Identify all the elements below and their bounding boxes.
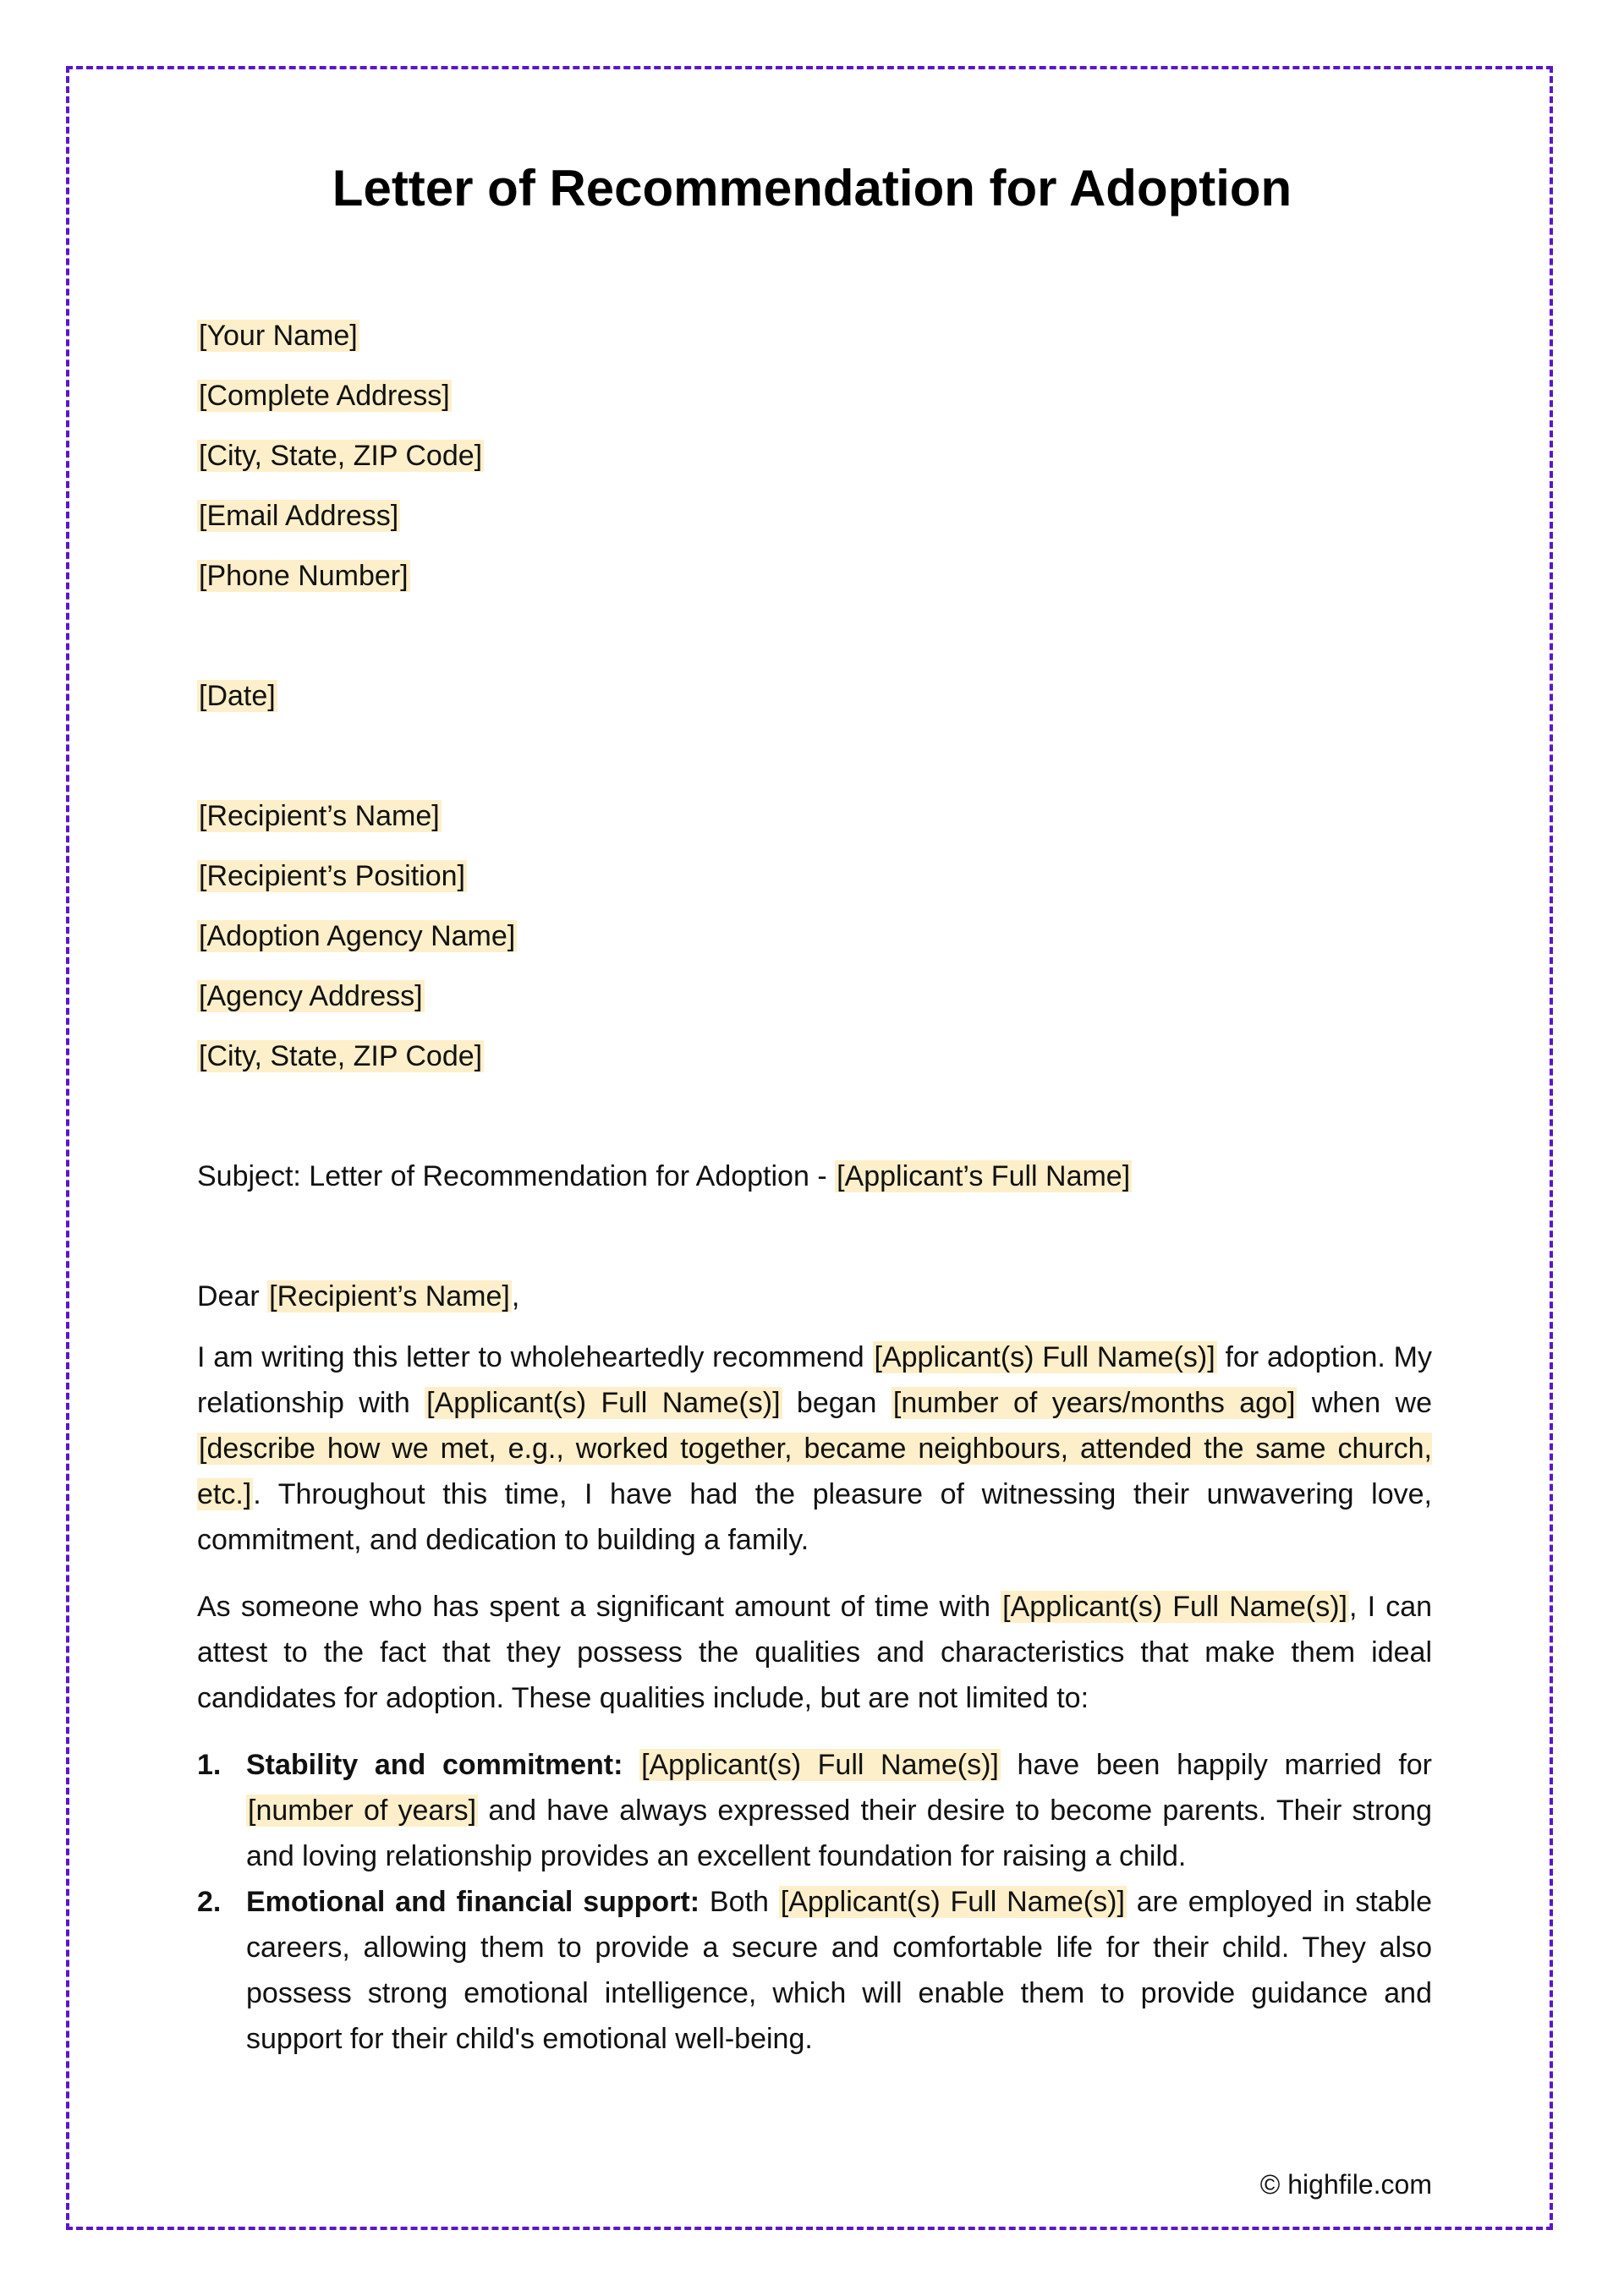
- duration-placeholder: [number of years/months ago]: [892, 1387, 1296, 1419]
- agency-address: [Agency Address]: [199, 980, 423, 1012]
- copyright-credit: © highfile.com: [1259, 2169, 1432, 2200]
- spacer: [197, 613, 1432, 673]
- recipient-position: [Recipient’s Position]: [199, 860, 465, 892]
- subject-applicant: [Applicant’s Full Name]: [837, 1160, 1131, 1192]
- spacer: [197, 1093, 1432, 1153]
- sender-email: [Email Address]: [199, 500, 399, 532]
- list-item-heading: Emotional and financial support:: [246, 1886, 700, 1918]
- page-title: Letter of Recommendation for Adoption: [332, 160, 1292, 216]
- list-text: [623, 1749, 639, 1781]
- sender-block: [197, 313, 1432, 613]
- applicant-placeholder: [Applicant(s) Full Name(s)]: [641, 1749, 999, 1781]
- salutation-prefix: Dear: [197, 1280, 268, 1312]
- recipient-position-line: [197, 853, 1432, 913]
- sender-email-line: [197, 493, 1432, 553]
- spacer: [197, 733, 1432, 793]
- sender-address-line: [197, 373, 1432, 433]
- para-text: began: [782, 1387, 892, 1419]
- applicant-placeholder: [Applicant(s) Full Name(s)]: [780, 1886, 1125, 1918]
- applicant-placeholder: [Applicant(s) Full Name(s)]: [1002, 1591, 1347, 1623]
- agency-name: [Adoption Agency Name]: [199, 920, 516, 952]
- agency-name-line: [197, 913, 1432, 973]
- recipient-name: [Recipient’s Name]: [199, 800, 440, 832]
- subject-line: [197, 1153, 1432, 1214]
- paragraph-qualities-intro: [197, 1584, 1432, 1721]
- list-item-heading: Stability and commitment:: [246, 1749, 623, 1781]
- paragraph-intro: [197, 1334, 1432, 1563]
- qualities-list: [197, 1742, 1432, 2062]
- how-we-met-placeholder: [describe how we met, e.g., worked together, became neighbours, attended the same church, etc.]: [197, 1433, 1432, 1510]
- subject-label: Subject: Letter of Recommendation for Adoption -: [197, 1160, 836, 1192]
- list-text: and have always expressed their desire to become parents. Their strong and loving relationship provides an excellent foundation for raising a child.: [246, 1795, 1432, 1872]
- list-number: 2.: [197, 1886, 222, 1918]
- spacer: [197, 1214, 1432, 1274]
- date-line: [197, 673, 1432, 733]
- sender-address: [Complete Address]: [199, 380, 450, 412]
- salutation-suffix: ,: [511, 1280, 520, 1312]
- list-item: [197, 1879, 1432, 2062]
- sender-city-line: [197, 433, 1432, 493]
- recipient-name-line: [197, 793, 1432, 853]
- sender-name: [Your Name]: [199, 320, 358, 352]
- letter-date: [Date]: [199, 680, 276, 712]
- agency-city-state-zip: [City, State, ZIP Code]: [199, 1040, 483, 1072]
- sender-phone-line: [197, 553, 1432, 613]
- applicant-placeholder: [Applicant(s) Full Name(s)]: [874, 1341, 1215, 1373]
- recipient-block: [197, 793, 1432, 1093]
- para-text: . Throughout this time, I have had the pleasure of witnessing their unwavering love, commitment, and dedication to building a family.: [197, 1478, 1432, 1556]
- sender-phone: [Phone Number]: [199, 560, 409, 592]
- sender-name-line: [197, 313, 1432, 373]
- salutation-recipient: [Recipient’s Name]: [269, 1280, 510, 1312]
- list-text: Both: [700, 1886, 779, 1918]
- para-text: I am writing this letter to wholeheartedly recommend: [197, 1341, 873, 1373]
- list-item: [197, 1742, 1432, 1879]
- para-text: , I can attest to the fact that they possess the qualities and characteristics that make them ideal candidates for adoption. These qualities include, but are not limited to:: [197, 1591, 1433, 1714]
- agency-address-line: [197, 973, 1432, 1033]
- agency-city-line: [197, 1033, 1432, 1093]
- list-text: have been happily married for: [1000, 1749, 1433, 1781]
- list-text: are employed in stable careers, allowing them to provide a secure and comfortable life for their child. They also possess strong emotional intelligence, which will enable them to provide guidance and support for their child's emotional well-being.: [246, 1886, 1432, 2055]
- para-text: As someone who has spent a significant amount of time with: [197, 1591, 1001, 1623]
- salutation: [197, 1274, 1432, 1319]
- applicant-placeholder: [Applicant(s) Full Name(s)]: [426, 1387, 781, 1419]
- para-text: for adoption. My relationship with: [197, 1341, 1432, 1419]
- sender-city-state-zip: [City, State, ZIP Code]: [199, 440, 483, 472]
- years-placeholder: [number of years]: [248, 1795, 477, 1827]
- para-text: when we: [1297, 1387, 1432, 1419]
- list-number: 1.: [197, 1749, 222, 1781]
- letter-body: [197, 313, 1432, 2062]
